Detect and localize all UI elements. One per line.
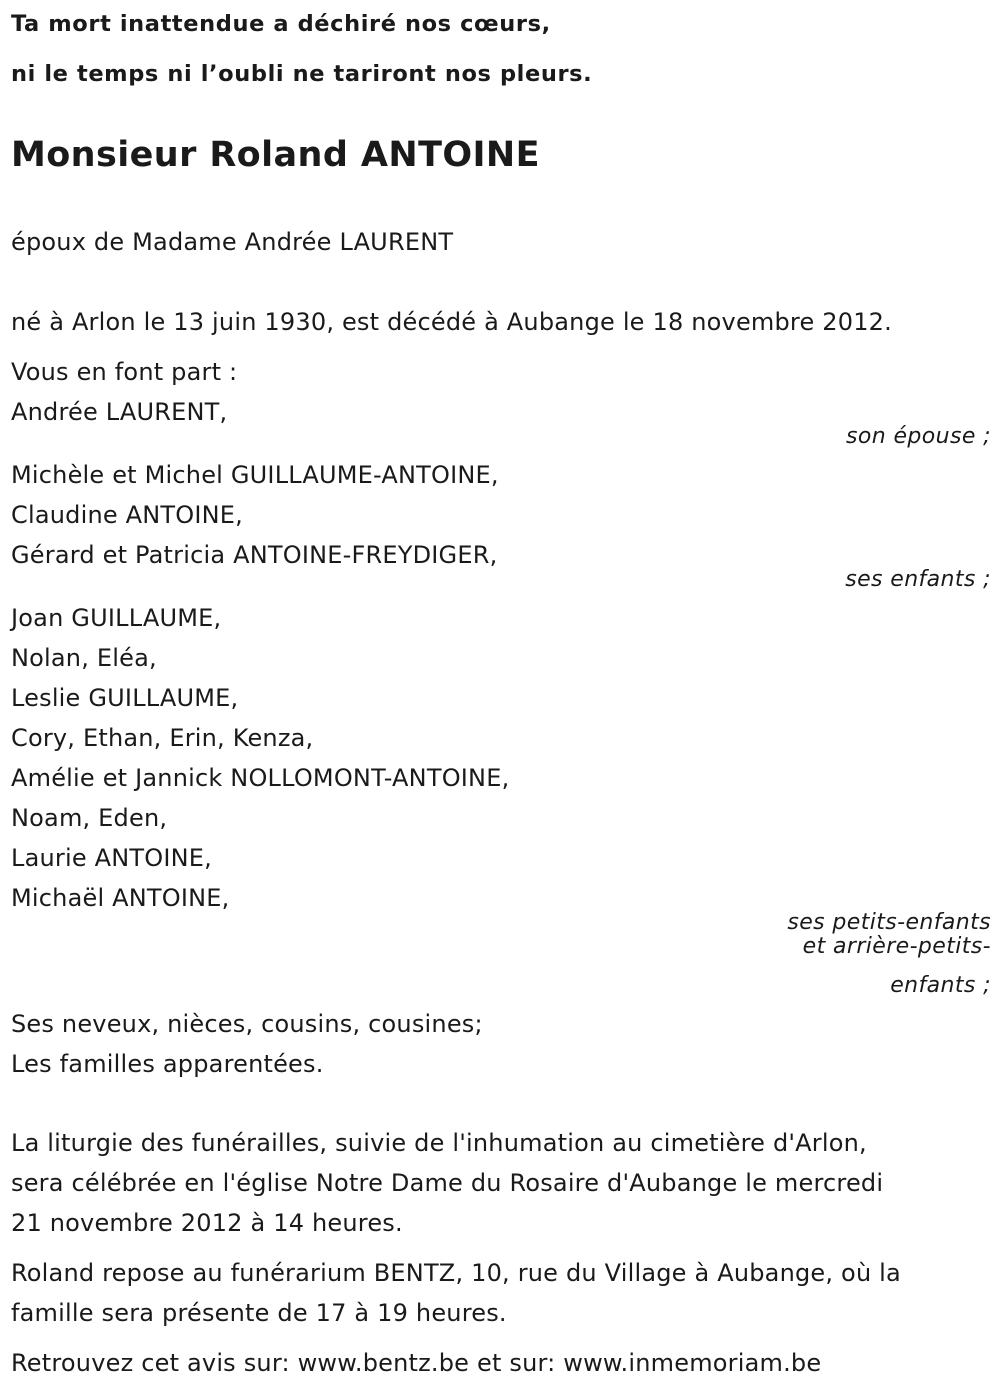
- child-name: Gérard et Patricia ANTOINE-FREYDIGER,: [11, 541, 498, 569]
- grandchild-name: Amélie et Jannick NOLLOMONT-ANTOINE,: [11, 764, 510, 792]
- grandchildren-relation-line-1: ses petits-enfants: [787, 910, 991, 935]
- spouse-relation: son épouse ;: [846, 424, 991, 449]
- funeral-line: sera célébrée en l'église Notre Dame du Rosaire d'Aubange le mercredi: [11, 1169, 884, 1197]
- grandchild-name: Joan GUILLAUME,: [11, 604, 222, 632]
- spouse-of-line: époux de Madame Andrée LAURENT: [11, 228, 454, 256]
- footer-links: Retrouvez cet avis sur: www.bentz.be et sur: www.inmemoriam.be: [11, 1349, 822, 1377]
- announce-intro: Vous en font part :: [11, 358, 238, 386]
- grandchildren-relation-line-3: enfants ;: [890, 973, 991, 998]
- grandchild-name: Leslie GUILLAUME,: [11, 684, 239, 712]
- spouse-name: Andrée LAURENT,: [11, 398, 228, 426]
- child-name: Claudine ANTOINE,: [11, 501, 243, 529]
- epitaph-line-1: Ta mort inattendue a déchiré nos cœurs,: [11, 11, 551, 37]
- deceased-name: Monsieur Roland ANTOINE: [11, 135, 540, 175]
- viewing-line: Roland repose au funérarium BENTZ, 10, rue du Village à Aubange, où la: [11, 1259, 901, 1287]
- extended-family-line: Ses neveux, nièces, cousins, cousines;: [11, 1010, 483, 1038]
- grandchild-name: Michaël ANTOINE,: [11, 884, 230, 912]
- funeral-line: La liturgie des funérailles, suivie de l'inhumation au cimetière d'Arlon,: [11, 1129, 867, 1157]
- extended-family-line: Les familles apparentées.: [11, 1050, 324, 1078]
- children-relation: ses enfants ;: [845, 567, 991, 592]
- grandchildren-relation-line-2: et arrière-petits-: [802, 934, 991, 959]
- funeral-line: 21 novembre 2012 à 14 heures.: [11, 1209, 403, 1237]
- grandchild-name: Cory, Ethan, Erin, Kenza,: [11, 724, 314, 752]
- birth-death-line: né à Arlon le 13 juin 1930, est décédé à Aubange le 18 novembre 2012.: [11, 308, 892, 336]
- grandchild-name: Nolan, Eléa,: [11, 644, 157, 672]
- grandchild-name: Laurie ANTOINE,: [11, 844, 212, 872]
- epitaph-line-2: ni le temps ni l’oubli ne tariront nos pleurs.: [11, 61, 593, 87]
- viewing-line: famille sera présente de 17 à 19 heures.: [11, 1299, 507, 1327]
- child-name: Michèle et Michel GUILLAUME-ANTOINE,: [11, 461, 499, 489]
- grandchild-name: Noam, Eden,: [11, 804, 168, 832]
